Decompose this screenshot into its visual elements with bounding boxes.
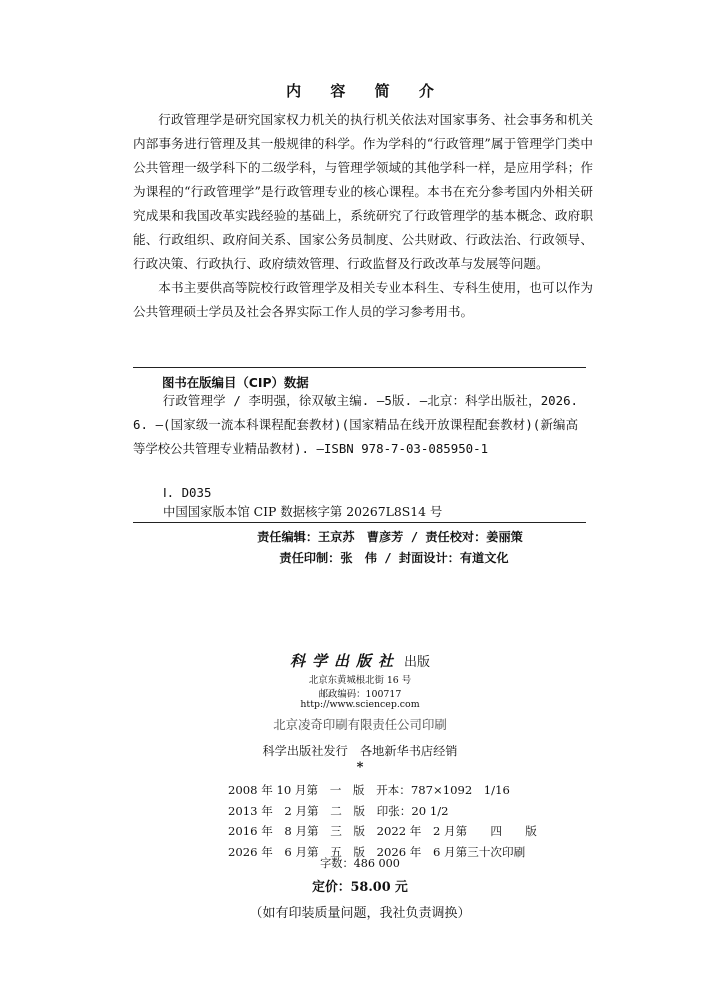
staff-editors: 责任编辑：王京苏 曹彦芳 / 责任校对：姜丽策 bbox=[257, 530, 523, 544]
cip-record-text: 行政管理学 / 李明强，徐双敏主编. —5版. —北京：科学出版社，2026. 6. —(国家级一流本科课程配套教材)(国家精品在线开放课程配套教材)(新编高等学校公共管理专业精品教材). —ISBN 978-7-03-085950-1 bbox=[133, 393, 578, 456]
summary-paragraph-2: 本书主要供高等院校行政管理学及相关专业本科生、专科生使用，也可以作为公共管理硕士学员及社会各界实际工作人员的学习参考用书。 bbox=[133, 280, 593, 319]
printer: 北京凌奇印刷有限责任公司印刷 bbox=[273, 717, 447, 732]
publisher-postcode: 邮政编码：100717 bbox=[318, 689, 402, 700]
distribution: 科学出版社发行 各地新华书店经销 bbox=[262, 744, 458, 758]
cip-classification: Ⅰ. D035 bbox=[163, 485, 212, 500]
publisher-url: http://www.sciencep.com bbox=[300, 699, 420, 710]
cip-top-rule bbox=[133, 367, 586, 368]
publisher-suffix: 出版 bbox=[404, 655, 431, 670]
quality-note: （如有印装质量问题，我社负责调换） bbox=[249, 906, 471, 921]
cip-record bbox=[133, 389, 578, 461]
word-count: 字数：486 000 bbox=[320, 857, 400, 870]
staff-production: 责任印制：张 伟 / 封面设计：有道文化 bbox=[279, 551, 509, 565]
edition-row: 2016 年 8 月第 三 版 2022 年 2 月第 四 版 bbox=[228, 824, 537, 838]
summary-title: 内 容 简 介 bbox=[286, 82, 446, 100]
edition-row: 2026 年 6 月第 五 版 2026 年 6 月第三十次印刷 bbox=[228, 844, 526, 859]
edition-row: 2008 年 10 月第 一 版 开本：787×1092 1/16 bbox=[228, 783, 510, 797]
edition-history bbox=[228, 780, 537, 862]
summary-paragraph-1: 行政管理学是研究国家权力机关的执行机关依法对国家事务、社会事务和机关内部事务进行管理及其一般规律的科学。作为学科的“行政管理”属于管理学门类中公共管理一级学科下的二级学科，与管理学领域的其他学科一样，是应用学科；作为课程的“行政管理学”是行政管理专业的核心课程。本书在充分参考国内外相关研究成果和我国改革实践经验的基础上，系统研究了行政管理学的基本概念、政府职能、行政组织、政府间关系、国家公务员制度、公共财政、行政法治、行政领导、行政决策、行政执行、政府绩效管理、行政监督及行政改革与发展等问题。 bbox=[133, 112, 593, 271]
cip-number: 中国国家版本馆 CIP 数据核字第 20267L8S14 号 bbox=[163, 504, 443, 519]
cip-heading: 图书在版编目（CIP）数据 bbox=[162, 375, 309, 390]
cip-bottom-rule bbox=[133, 522, 586, 523]
separator-star: * bbox=[356, 760, 364, 775]
publisher-logo-text: 科学出版社 bbox=[289, 652, 400, 670]
summary-text bbox=[133, 108, 593, 324]
publisher-address: 北京东黄城根北街 16 号 bbox=[308, 675, 412, 686]
publisher-line bbox=[0, 650, 720, 671]
edition-row: 2013 年 2 月第 二 版 印张：20 1/2 bbox=[228, 803, 449, 818]
price: 定价：58.00 元 bbox=[312, 880, 408, 895]
